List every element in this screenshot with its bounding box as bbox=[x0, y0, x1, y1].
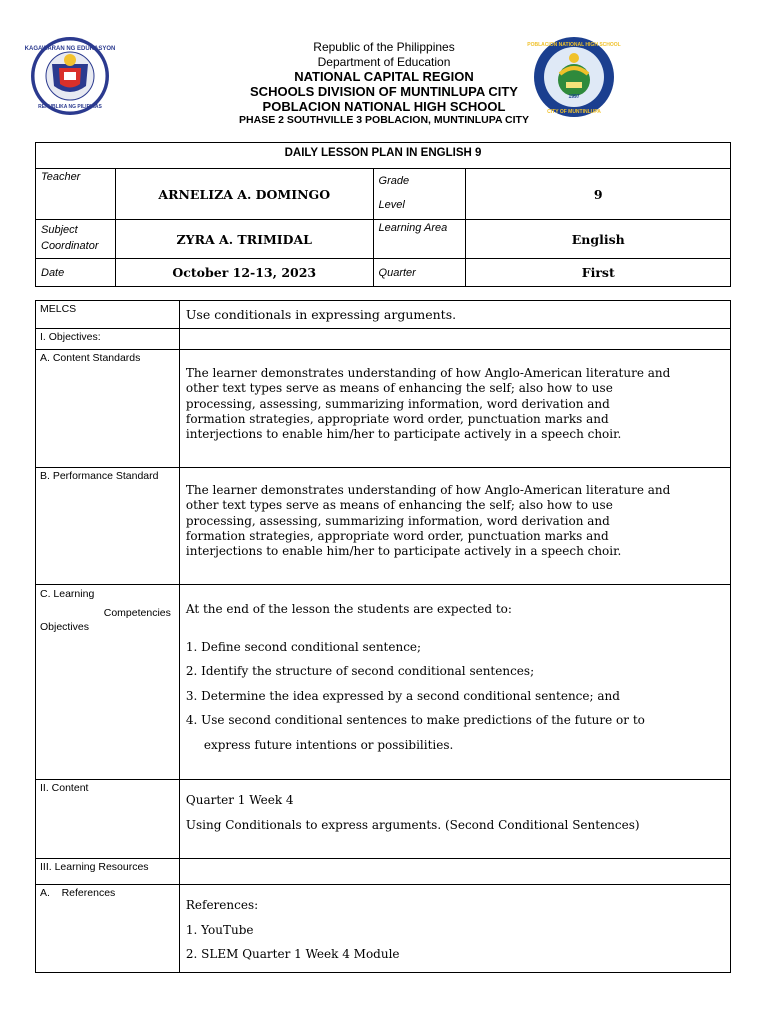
objectives-label: I. Objectives: bbox=[36, 329, 180, 350]
melcs-label: MELCS bbox=[36, 301, 180, 329]
perf-std-line: other text types serve as means of enhancing the self; also how to use bbox=[185, 498, 613, 513]
content-std-line: The learner demonstrates understanding of how Anglo-American literature and bbox=[185, 366, 671, 380]
reference-item: 2. SLEM Quarter 1 Week 4 Module bbox=[185, 947, 400, 961]
date-value: October 12-13, 2023 bbox=[115, 259, 373, 287]
references-text bbox=[179, 885, 730, 973]
header-region: NATIONAL CAPITAL REGION bbox=[294, 69, 474, 84]
grade-label-line2: Level bbox=[378, 199, 405, 211]
subject-label-line2: Coordinator bbox=[41, 240, 99, 252]
header-address: PHASE 2 SOUTHVILLE 3 POBLACION, MUNTINLUPA CITY bbox=[239, 114, 529, 126]
learning-area-label: Learning Area bbox=[373, 220, 466, 259]
content-std-line: formation strategies, appropriate word order, punctuation marks and bbox=[185, 411, 609, 426]
reference-item: 1. YouTube bbox=[185, 922, 254, 937]
content-std-line: processing, assessing, summarizing information, word derivation and bbox=[185, 396, 610, 411]
references-title: References: bbox=[185, 898, 259, 912]
content-std-line: interjections to enable him/her to participate actively in a speech choir. bbox=[185, 427, 622, 442]
lesson-plan-table bbox=[35, 300, 731, 973]
melcs-value: Use conditionals in expressing arguments. bbox=[179, 301, 730, 329]
lc-item: 1. Define second conditional sentence; bbox=[185, 639, 422, 654]
header-republic: Republic of the Philippines bbox=[313, 40, 455, 54]
quarter-value: First bbox=[466, 259, 731, 287]
header-division: SCHOOLS DIVISION OF MUNTINLUPA CITY bbox=[250, 84, 518, 99]
content-line: Quarter 1 Week 4 bbox=[185, 793, 294, 807]
content-std-line: other text types serve as means of enhancing the self; also how to use bbox=[185, 381, 613, 396]
header-department: Department of Education bbox=[317, 55, 451, 69]
lc-label-line3: Objectives bbox=[40, 621, 90, 633]
perf-std-line: interjections to enable him/her to participate actively in a speech choir. bbox=[185, 544, 622, 559]
content-label: II. Content bbox=[36, 780, 180, 859]
learning-competencies-label bbox=[36, 585, 180, 780]
learning-competencies-text bbox=[179, 585, 730, 780]
references-label: A. References bbox=[36, 885, 180, 973]
learning-resources-label: III. Learning Resources bbox=[36, 859, 180, 885]
lc-label-line2: Competencies bbox=[103, 607, 171, 619]
performance-standard-text bbox=[179, 468, 730, 585]
date-label: Date bbox=[36, 259, 116, 287]
lc-item-continuation: express future intentions or possibilities. bbox=[203, 737, 454, 752]
lc-item: 4. Use second conditional sentences to make predictions of the future or to bbox=[185, 713, 645, 727]
lesson-info-table bbox=[35, 142, 731, 287]
grade-value: 9 bbox=[466, 169, 731, 220]
deped-seal-top-text: KAGAWARAN NG EDUKASYON bbox=[24, 46, 116, 52]
subject-coordinator-label bbox=[36, 220, 116, 259]
perf-std-line: formation strategies, appropriate word order, punctuation marks and bbox=[185, 528, 609, 543]
lc-intro: At the end of the lesson the students are expected to: bbox=[185, 602, 512, 616]
lc-item: 3. Determine the idea expressed by a second conditional sentence; and bbox=[185, 688, 620, 703]
grade-label bbox=[373, 169, 466, 220]
school-seal-top-text: POBLACION NATIONAL HIGH SCHOOL bbox=[527, 42, 621, 48]
grade-label-line1: Grade bbox=[378, 175, 410, 187]
objectives-value bbox=[179, 329, 730, 350]
content-standards-label: A. Content Standards bbox=[36, 350, 180, 468]
subject-label-line1: Subject bbox=[41, 224, 78, 236]
teacher-label: Teacher bbox=[36, 169, 116, 220]
quarter-label: Quarter bbox=[373, 259, 466, 287]
content-standards-text bbox=[179, 350, 730, 468]
header-school: POBLACION NATIONAL HIGH SCHOOL bbox=[262, 99, 506, 114]
content-text bbox=[179, 780, 730, 859]
perf-std-line: The learner demonstrates understanding of how Anglo-American literature and bbox=[185, 483, 671, 497]
learning-resources-value bbox=[179, 859, 730, 885]
content-line: Using Conditionals to express arguments. (Second Conditional Sentences) bbox=[185, 817, 640, 832]
performance-standard-label: B. Performance Standard bbox=[36, 468, 180, 585]
school-seal-bottom-text: CITY OF MUNTINLUPA bbox=[547, 109, 601, 115]
perf-std-line: processing, assessing, summarizing information, word derivation and bbox=[185, 513, 610, 528]
school-seal-year: 1997 bbox=[568, 94, 580, 100]
lesson-plan-title: DAILY LESSON PLAN IN ENGLISH 9 bbox=[36, 143, 731, 169]
learning-area-value: English bbox=[466, 220, 731, 259]
lc-label-line1: C. Learning bbox=[40, 588, 95, 600]
teacher-value: ARNELIZA A. DOMINGO bbox=[115, 169, 373, 220]
subject-coordinator-value: ZYRA A. TRIMIDAL bbox=[115, 220, 373, 259]
lc-item: 2. Identify the structure of second conditional sentences; bbox=[185, 664, 535, 678]
deped-seal-bottom-text: REPUBLIKA NG PILIPINAS bbox=[38, 104, 102, 110]
